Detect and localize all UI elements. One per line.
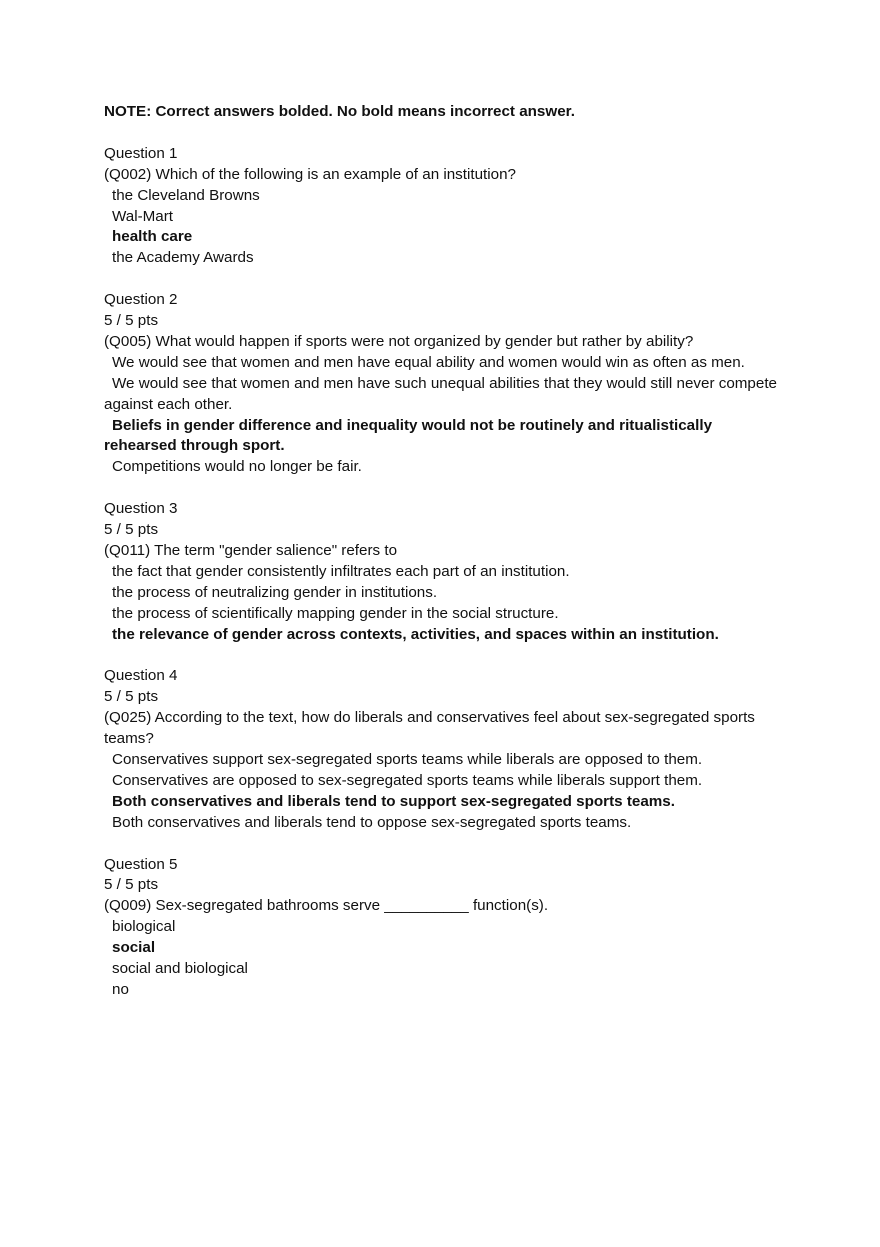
question-title: Question 3: [104, 500, 178, 518]
answer-option: no: [112, 980, 129, 998]
question-prompt: (Q009) Sex-segregated bathrooms serve __________ function(s).: [104, 897, 549, 915]
question-5: [104, 855, 780, 1001]
correct-answer-option: the relevance of gender across contexts, activities, and spaces within an institution.: [112, 625, 719, 643]
question-score: 5 / 5 pts: [104, 688, 159, 706]
question-prompt: (Q025) According to the text, how do liberals and conservatives feel about sex-segregated sports teams?: [104, 709, 755, 748]
answer-key-note: NOTE: Correct answers bolded. No bold means incorrect answer.: [104, 103, 575, 120]
question-3: [104, 499, 780, 645]
question-title: Question 5: [104, 855, 178, 873]
question-title: Question 2: [104, 291, 178, 309]
answer-option: the process of neutralizing gender in institutions.: [112, 583, 438, 601]
answer-option: the Academy Awards: [112, 249, 254, 267]
question-title: Question 1: [104, 144, 178, 162]
answer-option: Wal-Mart: [112, 207, 174, 225]
answer-option: biological: [112, 918, 176, 936]
answer-option: social and biological: [112, 960, 248, 978]
document-page: [104, 102, 780, 1022]
answer-option: the fact that gender consistently infiltrates each part of an institution.: [112, 562, 570, 580]
question-2: [104, 290, 780, 478]
question-score: 5 / 5 pts: [104, 521, 159, 539]
answer-option: the process of scientifically mapping gender in the social structure.: [112, 604, 559, 622]
question-1: [104, 144, 780, 269]
question-list: [104, 144, 780, 1001]
correct-answer-option: Both conservatives and liberals tend to support sex-segregated sports teams.: [112, 792, 675, 810]
answer-option: We would see that women and men have equal ability and women would win as often as men.: [112, 353, 745, 371]
answer-option: Conservatives are opposed to sex-segregated sports teams while liberals support them.: [112, 771, 703, 789]
question-4: [104, 666, 780, 833]
answer-option: Competitions would no longer be fair.: [112, 458, 362, 476]
question-title: Question 4: [104, 667, 178, 685]
answer-option: We would see that women and men have such unequal abilities that they would still never compete against each other.: [104, 374, 777, 413]
answer-option: Both conservatives and liberals tend to oppose sex-segregated sports teams.: [112, 813, 632, 831]
answer-option: Conservatives support sex-segregated sports teams while liberals are opposed to them.: [112, 751, 703, 769]
answer-option: the Cleveland Browns: [112, 186, 260, 204]
question-score: 5 / 5 pts: [104, 876, 159, 894]
correct-answer-option: social: [112, 939, 156, 957]
correct-answer-option: health care: [112, 228, 193, 246]
question-prompt: (Q011) The term "gender salience" refers to: [104, 541, 398, 559]
question-prompt: (Q005) What would happen if sports were not organized by gender but rather by ability?: [104, 332, 694, 350]
correct-answer-option: Beliefs in gender difference and inequality would not be routinely and ritualistically rehearsed through sport.: [104, 416, 713, 455]
question-prompt: (Q002) Which of the following is an example of an institution?: [104, 165, 516, 183]
question-score: 5 / 5 pts: [104, 312, 159, 330]
